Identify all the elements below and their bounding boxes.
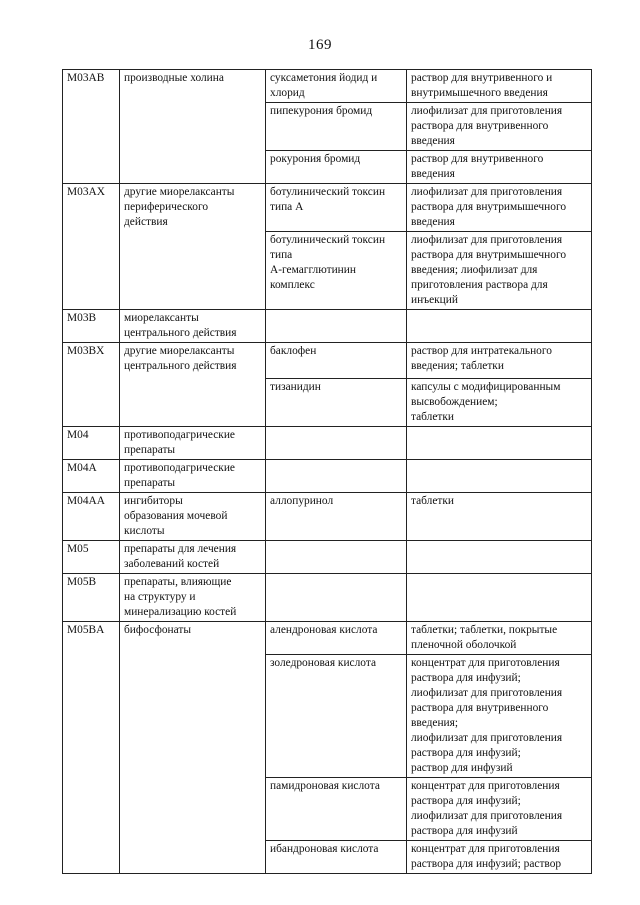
atc-code-cell <box>63 379 120 427</box>
table-row <box>63 574 592 622</box>
dosage-form-cell: лиофилизат для приготовления раствора для внутримышечного введения <box>407 184 592 232</box>
drug-name-cell: ибандроновая кислота <box>266 841 407 874</box>
drug-name-cell: памидроновая кислота <box>266 778 407 841</box>
dosage-form-cell: концентрат для приготовления раствора для инфузий; лиофилизат для приготовления раствора для инфузий <box>407 778 592 841</box>
table-row <box>63 151 592 184</box>
table-row <box>63 184 592 232</box>
drug-name-cell: рокурония бромид <box>266 151 407 184</box>
group-name-cell: противоподагрические препараты <box>120 460 266 493</box>
atc-code-cell: M05B <box>63 574 120 622</box>
group-name-cell <box>120 655 266 778</box>
group-name-cell: препараты, влияющие на структуру и минерализацию костей <box>120 574 266 622</box>
table-row <box>63 379 592 427</box>
dosage-form-cell: концентрат для приготовления раствора для инфузий; лиофилизат для приготовления раствора для внутривенного введения; лиофилизат для приготовления раствора для инфузий; раствор для инфузий <box>407 655 592 778</box>
drug-list-table <box>62 69 592 874</box>
drug-name-cell <box>266 460 407 493</box>
atc-code-cell <box>63 778 120 841</box>
drug-name-cell: суксаметония йодид и хлорид <box>266 70 407 103</box>
group-name-cell <box>120 151 266 184</box>
table-row <box>63 622 592 655</box>
dosage-form-cell <box>407 541 592 574</box>
table-row <box>63 493 592 541</box>
table-row <box>63 778 592 841</box>
dosage-form-cell: лиофилизат для приготовления раствора для внутривенного введения <box>407 103 592 151</box>
table-row <box>63 427 592 460</box>
drug-name-cell <box>266 310 407 343</box>
group-name-cell: производные холина <box>120 70 266 103</box>
dosage-form-cell: раствор для внутривенного введения <box>407 151 592 184</box>
drug-name-cell: тизанидин <box>266 379 407 427</box>
dosage-form-cell: лиофилизат для приготовления раствора для внутримышечного введения; лиофилизат для приготовления раствора для инъекций <box>407 232 592 310</box>
atc-code-cell <box>63 841 120 874</box>
atc-code-cell: M03AX <box>63 184 120 232</box>
drug-name-cell: золедроновая кислота <box>266 655 407 778</box>
atc-code-cell: M05 <box>63 541 120 574</box>
drug-name-cell: аллопуринол <box>266 493 407 541</box>
group-name-cell <box>120 379 266 427</box>
atc-code-cell: M04A <box>63 460 120 493</box>
atc-code-cell: M03AB <box>63 70 120 103</box>
drug-name-cell <box>266 574 407 622</box>
drug-name-cell <box>266 541 407 574</box>
group-name-cell: препараты для лечения заболеваний костей <box>120 541 266 574</box>
atc-code-cell <box>63 151 120 184</box>
dosage-form-cell <box>407 427 592 460</box>
drug-name-cell <box>266 427 407 460</box>
atc-code-cell: M05BA <box>63 622 120 655</box>
table-row <box>63 541 592 574</box>
group-name-cell: миорелаксанты центрального действия <box>120 310 266 343</box>
atc-code-cell: M04 <box>63 427 120 460</box>
group-name-cell: ингибиторы образования мочевой кислоты <box>120 493 266 541</box>
table-row <box>63 103 592 151</box>
dosage-form-cell <box>407 460 592 493</box>
table-row <box>63 310 592 343</box>
table-row <box>63 343 592 379</box>
drug-name-cell: алендроновая кислота <box>266 622 407 655</box>
group-name-cell: другие миорелаксанты центрального действия <box>120 343 266 379</box>
group-name-cell: бифосфонаты <box>120 622 266 655</box>
atc-code-cell <box>63 232 120 310</box>
group-name-cell <box>120 103 266 151</box>
table-row <box>63 841 592 874</box>
atc-code-cell <box>63 103 120 151</box>
drug-name-cell: ботулинический токсин типа А <box>266 184 407 232</box>
drug-name-cell: ботулинический токсин типа А-гемагглютинин комплекс <box>266 232 407 310</box>
group-name-cell: другие миорелаксанты периферического действия <box>120 184 266 232</box>
dosage-form-cell <box>407 574 592 622</box>
group-name-cell: противоподагрические препараты <box>120 427 266 460</box>
atc-code-cell <box>63 655 120 778</box>
group-name-cell <box>120 232 266 310</box>
table-row <box>63 70 592 103</box>
dosage-form-cell <box>407 310 592 343</box>
atc-code-cell: M04AA <box>63 493 120 541</box>
group-name-cell <box>120 841 266 874</box>
dosage-form-cell: таблетки; таблетки, покрытые пленочной оболочкой <box>407 622 592 655</box>
dosage-form-cell: таблетки <box>407 493 592 541</box>
group-name-cell <box>120 778 266 841</box>
table-row <box>63 655 592 778</box>
table-row <box>63 232 592 310</box>
dosage-form-cell: раствор для внутривенного и внутримышечного введения <box>407 70 592 103</box>
atc-code-cell: M03BX <box>63 343 120 379</box>
dosage-form-cell: концентрат для приготовления раствора для инфузий; раствор <box>407 841 592 874</box>
table-row <box>63 460 592 493</box>
dosage-form-cell: капсулы с модифицированным высвобождением; таблетки <box>407 379 592 427</box>
drug-name-cell: пипекурония бромид <box>266 103 407 151</box>
drug-name-cell: баклофен <box>266 343 407 379</box>
dosage-form-cell: раствор для интратекального введения; таблетки <box>407 343 592 379</box>
atc-code-cell: M03B <box>63 310 120 343</box>
page-number: 169 <box>308 37 332 53</box>
